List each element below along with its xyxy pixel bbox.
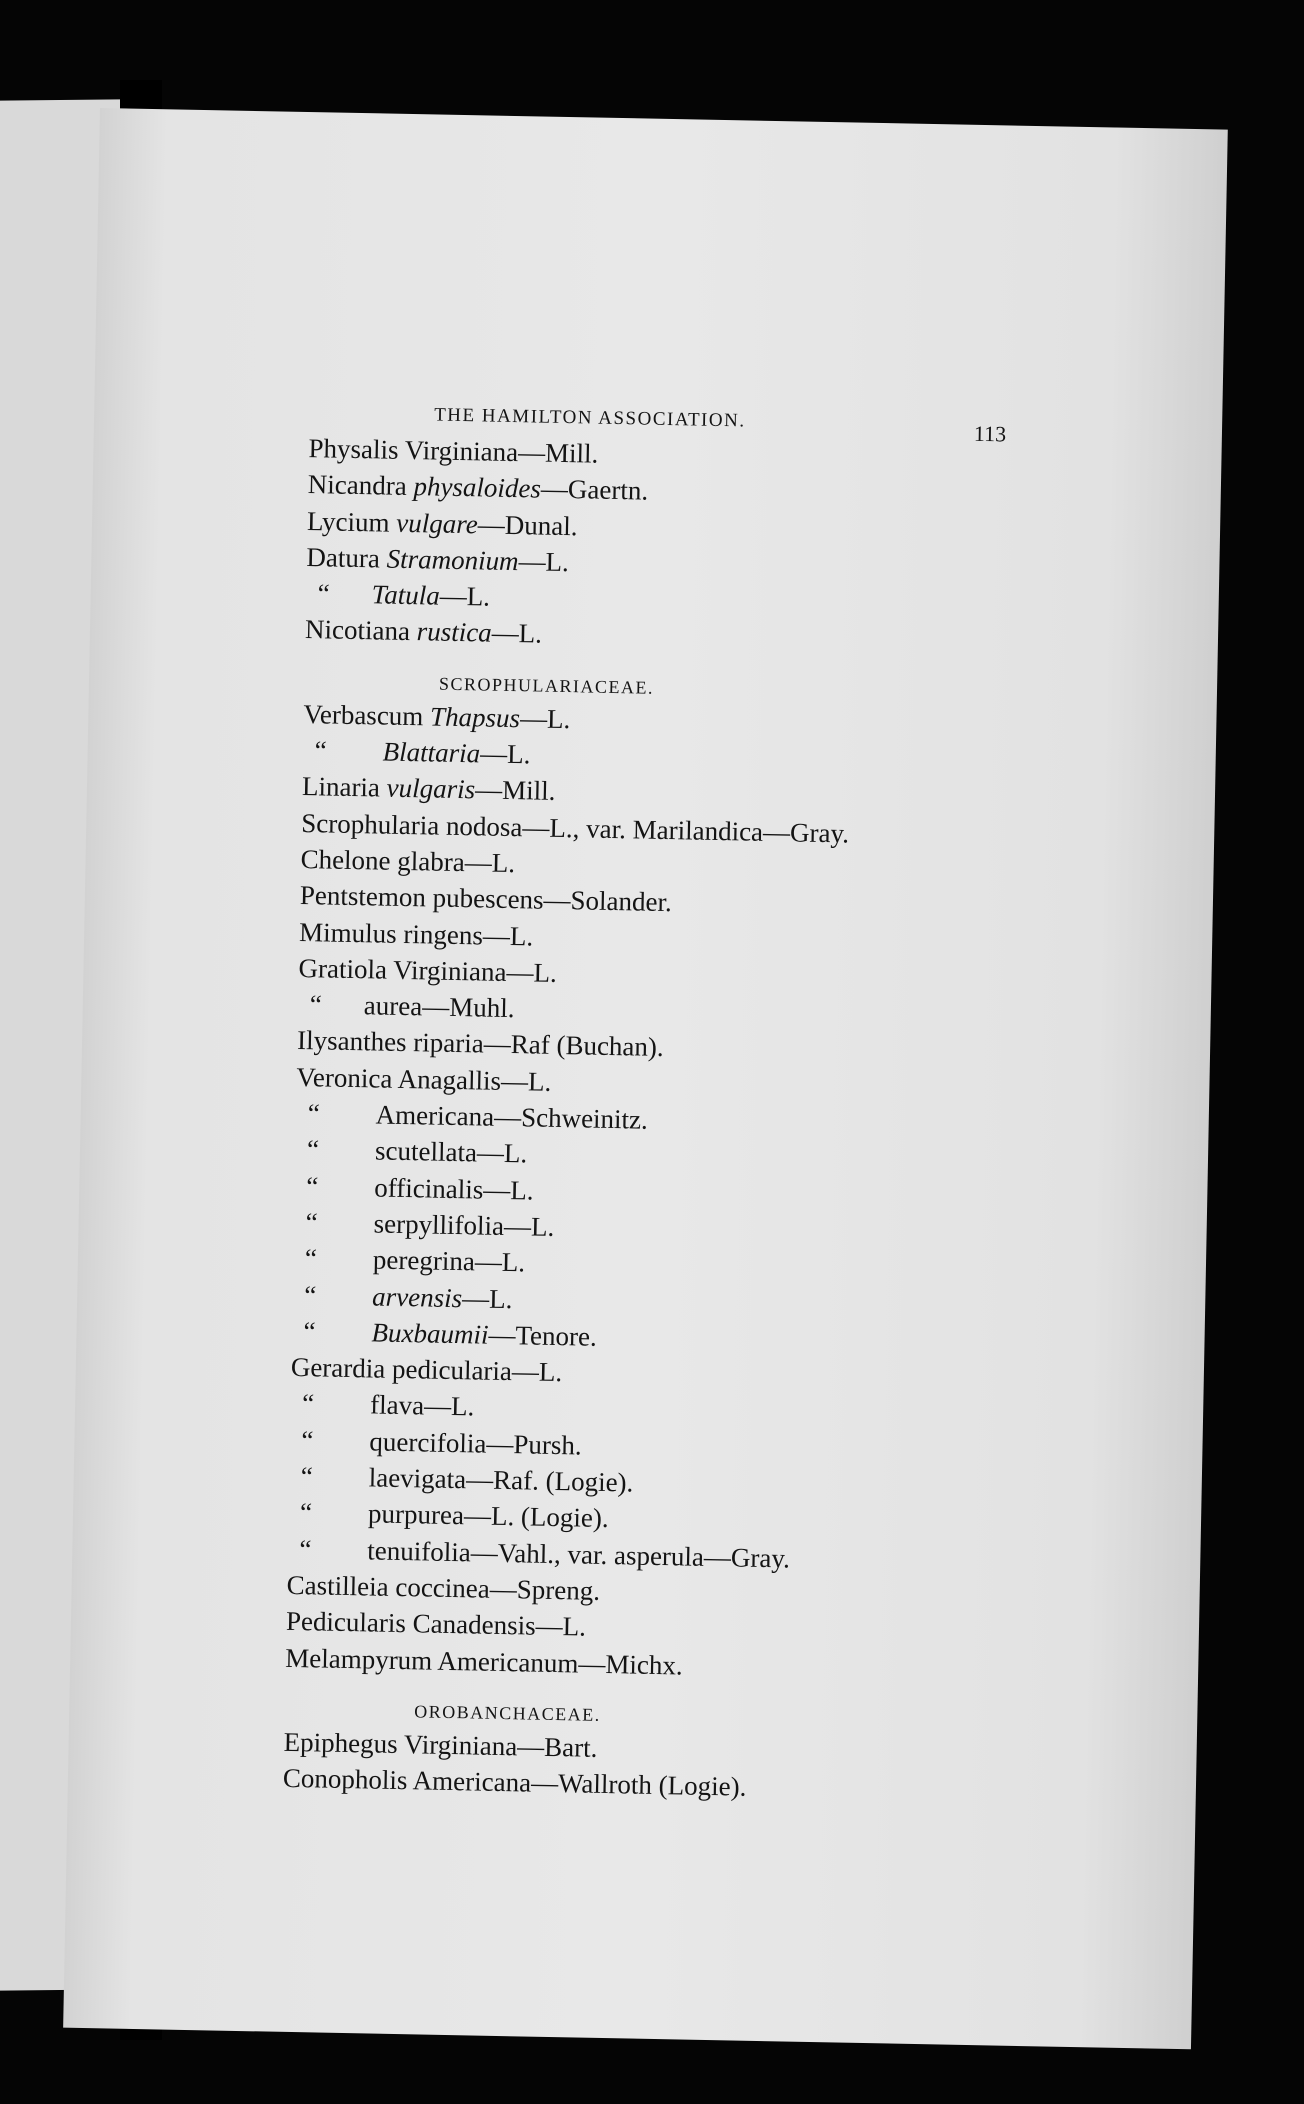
genus-text: scutellata—L. <box>374 1135 528 1169</box>
ditto-mark: “ <box>299 1533 312 1564</box>
running-title: THE HAMILTON ASSOCIATION. <box>433 404 746 432</box>
genus-text: Gratiola Virginiana—L. <box>298 952 558 988</box>
genus-text: Gerardia pedicularia—L. <box>290 1352 563 1388</box>
genus-text: purpurea—L. (Logie). <box>367 1498 609 1534</box>
species-epithet: Thapsus <box>429 701 521 733</box>
genus-text: Linaria <box>301 771 388 804</box>
ditto-mark: “ <box>305 1207 318 1238</box>
ditto-mark: “ <box>314 735 327 766</box>
species-epithet: Buxbaumii <box>371 1317 489 1350</box>
genus-text: Conopholis Americana—Wallroth (Logie). <box>282 1762 747 1802</box>
genus-text: officinalis—L. <box>374 1172 534 1206</box>
genus-text: serpyllifolia—L. <box>373 1208 555 1242</box>
genus-text: Datura <box>306 541 387 574</box>
species-epithet: Tatula <box>371 579 441 611</box>
ditto-mark: “ <box>299 1497 313 1528</box>
genus-text: Pentstemon pubescens—Solander. <box>299 880 673 918</box>
ditto-mark: “ <box>303 1279 317 1310</box>
authority-text: —Tenore. <box>488 1319 598 1352</box>
ditto-mark: “ <box>303 1315 316 1347</box>
genus-text: Chelone glabra—L. <box>300 843 516 879</box>
ditto-mark: “ <box>309 989 323 1020</box>
genus-text: flava—L. <box>369 1389 475 1422</box>
ditto-mark: “ <box>306 1134 320 1165</box>
genus-text: quercifolia—Pursh. <box>369 1426 582 1461</box>
authority-text: —Gaertn. <box>540 473 649 506</box>
ditto-mark: “ <box>300 1461 314 1492</box>
genus-text: Mimulus ringens—L. <box>298 916 534 952</box>
page-number: 113 <box>973 420 1007 447</box>
genus-text: Veronica Anagallis—L. <box>296 1061 552 1097</box>
authority-text: —Dunal. <box>477 508 578 541</box>
family-heading: SCROPHULARIACEAE. <box>438 673 655 698</box>
genus-text: Scrophularia nodosa—L., var. Marilandica—Gray. <box>301 807 850 849</box>
species-epithet: vulgare <box>396 507 479 539</box>
ditto-mark: “ <box>307 1098 321 1129</box>
genus-text: Castilleia coccinea—Spreng. <box>286 1569 601 1606</box>
species-list <box>283 430 1209 1813</box>
ditto-mark: “ <box>306 1170 319 1202</box>
genus-text: Epiphegus Virginiana—Bart. <box>283 1726 598 1763</box>
genus-text: tenuifolia—Vahl., var. asperula—Gray. <box>367 1535 791 1574</box>
genus-text: Pedicularis Canadensis—L. <box>285 1606 587 1642</box>
authority-text: —L. <box>491 618 543 650</box>
species-epithet: Blattaria <box>382 736 481 769</box>
authority-text: —L. <box>479 738 531 770</box>
genus-text: laevigata—Raf. (Logie). <box>368 1462 634 1498</box>
species-epithet: vulgaris <box>386 773 476 805</box>
ditto-mark: “ <box>304 1243 318 1274</box>
family-heading: OROBANCHACEAE. <box>414 1701 601 1725</box>
ditto-mark: “ <box>317 578 330 609</box>
species-epithet: physaloides <box>413 471 542 504</box>
authority-text: —L. <box>439 580 491 612</box>
genus-text: Nicotiana <box>304 614 418 647</box>
genus-text: Americana—Schweinitz. <box>375 1099 649 1135</box>
genus-text: Lycium <box>306 505 397 538</box>
genus-text: aurea—Muhl. <box>363 990 515 1024</box>
genus-text: Verbascum <box>303 698 431 732</box>
book-page <box>63 108 1228 2049</box>
genus-text: Melampyrum Americanum—Michx. <box>285 1642 683 1680</box>
authority-text: —L. <box>518 546 570 577</box>
genus-text: Physalis Virginiana <box>308 433 519 468</box>
species-epithet: Stramonium <box>386 543 519 577</box>
species-epithet: arvensis <box>371 1280 463 1313</box>
genus-text: peregrina—L. <box>372 1244 526 1278</box>
authority-text: —Mill. <box>474 774 556 807</box>
genus-text: Ilysanthes riparia—Raf (Buchan). <box>296 1025 664 1063</box>
genus-text: Nicandra <box>307 469 414 502</box>
species-epithet: rustica <box>416 616 493 649</box>
authority-text: —Mill. <box>517 437 599 469</box>
authority-text: —L. <box>461 1282 513 1314</box>
ditto-mark: “ <box>301 1388 315 1419</box>
ditto-mark: “ <box>301 1424 314 1456</box>
authority-text: —L. <box>519 702 571 734</box>
